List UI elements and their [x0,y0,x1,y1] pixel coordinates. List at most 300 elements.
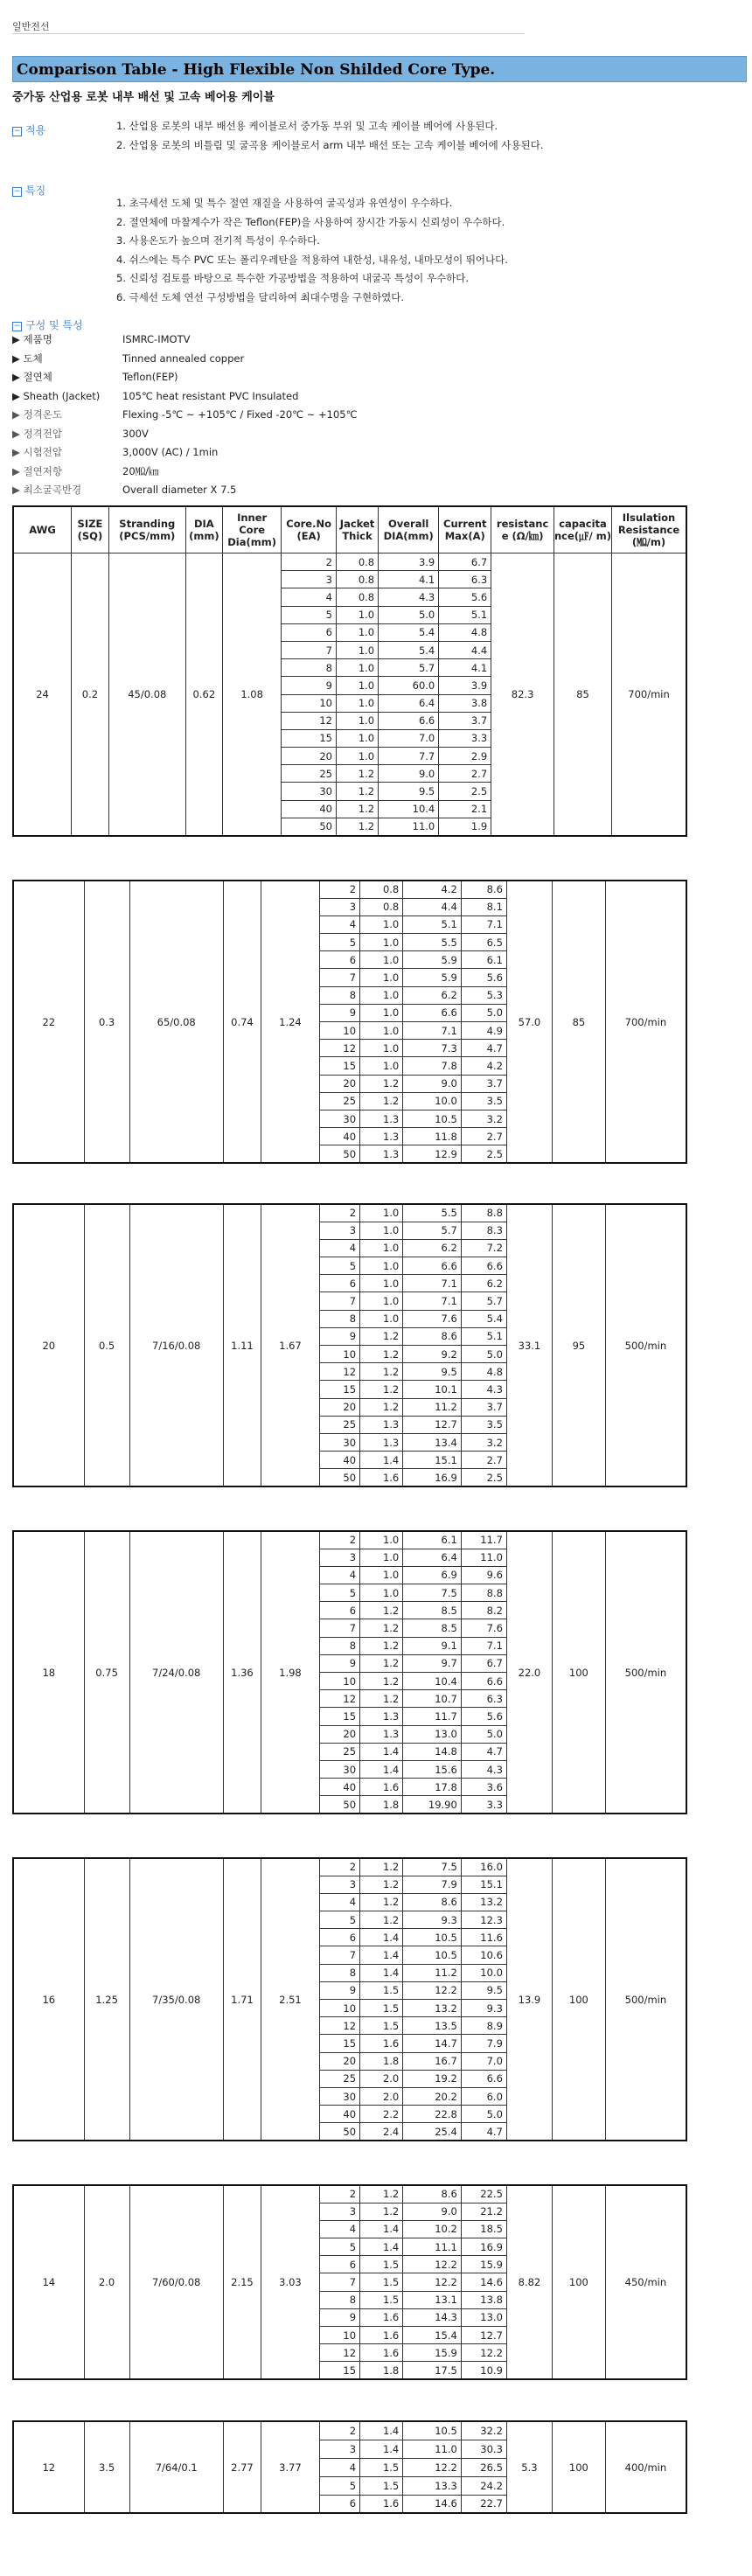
column-header: Overall DIA(mm) [379,506,439,553]
cell-jacket: 1.3 [360,1145,403,1163]
cell-jacket: 1.0 [360,1292,403,1310]
cell-core-no: 4 [319,2458,359,2476]
cell-jacket: 1.2 [360,1673,403,1690]
cell-overall-dia: 7.1 [403,1022,462,1040]
cell-core-no: 5 [319,1257,359,1275]
cell-current: 2.7 [461,1452,506,1469]
cell-current: 8.8 [461,1584,506,1602]
cell-resistance: 33.1 [506,1204,552,1486]
spec-row [12,368,358,387]
cell-jacket: 1.4 [360,1452,403,1469]
cell-jacket: 1.5 [360,2000,403,2017]
cell-overall-dia: 8.6 [403,2185,462,2203]
cell-current: 4.9 [461,1022,506,1040]
cell-overall-dia: 4.3 [379,588,439,606]
cell-current: 7.2 [461,1239,506,1257]
spec-label: ▶ Sheath (Jacket) [12,389,101,402]
cell-dia: 1.71 [223,1858,261,2141]
cell-core-no: 4 [282,588,337,606]
cell-overall-dia: 8.5 [403,1602,462,1619]
cell-current: 12.2 [461,2344,506,2362]
cell-jacket: 1.2 [336,783,378,800]
cell-current: 3.7 [439,712,491,729]
cell-overall-dia: 9.0 [379,765,439,783]
cell-overall-dia: 14.3 [403,2308,462,2326]
cell-overall-dia: 6.4 [403,1549,462,1566]
cell-size: 3.5 [84,2421,129,2513]
column-header: Current Max(A) [439,506,491,553]
cell-capacitance: 100 [553,1531,606,1814]
cell-core-no: 5 [282,606,337,623]
cell-overall-dia: 5.7 [379,659,439,677]
cell-insulation: 500/min [605,1858,686,2141]
cell-dia: 1.11 [223,1204,261,1486]
cell-jacket: 1.0 [336,623,378,641]
cell-overall-dia: 4.4 [403,898,462,916]
cell-overall-dia: 14.7 [403,2035,462,2052]
cell-insulation: 500/min [605,1204,686,1486]
cell-jacket: 1.0 [336,677,378,694]
cell-jacket: 1.2 [336,818,378,835]
cell-jacket: 1.2 [336,800,378,818]
cell-overall-dia: 9.5 [403,1363,462,1381]
cell-jacket: 1.0 [360,1275,403,1292]
cell-overall-dia: 5.4 [379,641,439,658]
cell-core-no: 50 [319,2123,359,2141]
table-row [13,2185,686,2203]
cell-core-no: 9 [319,1981,359,1999]
cable-spec-table [12,880,687,1164]
cable-spec-table [12,1857,687,2141]
cell-current: 21.2 [461,2203,506,2220]
cell-core-no: 2 [319,881,359,898]
title-banner [12,56,747,82]
cell-overall-dia: 17.5 [403,2362,462,2379]
cell-jacket: 1.0 [360,986,403,1004]
table-row [13,2421,686,2440]
cell-core-no: 15 [319,2362,359,2379]
cell-overall-dia: 10.5 [403,1929,462,1946]
cell-current: 4.4 [439,641,491,658]
cell-overall-dia: 15.6 [403,1760,462,1778]
cell-core-no: 4 [319,2220,359,2238]
cell-dia: 0.62 [185,553,222,836]
cell-overall-dia: 19.90 [403,1796,462,1814]
spec-row [12,463,358,482]
cell-current: 9.3 [461,2000,506,2017]
cell-overall-dia: 10.1 [403,1381,462,1398]
list-item: 2. 산업용 로봇의 비틀림 및 굴곡용 케이블로서 arm 내부 배선 또는 고속 케이블 베어에 사용된다. [116,138,544,151]
cell-overall-dia: 10.4 [403,1673,462,1690]
cell-current: 24.2 [461,2476,506,2495]
cell-overall-dia: 7.6 [403,1310,462,1327]
cell-overall-dia: 11.2 [403,1964,462,1981]
cell-current: 5.6 [461,1708,506,1725]
cell-overall-dia: 12.2 [403,2256,462,2273]
cell-resistance: 82.3 [491,553,554,836]
spec-value: Teflon(FEP) [122,371,178,383]
cell-current: 7.1 [461,1637,506,1654]
features-list [116,194,508,307]
cell-jacket: 0.8 [360,881,403,898]
cell-jacket: 1.0 [360,1204,403,1222]
cell-core-no: 50 [319,1469,359,1486]
cell-current: 7.9 [461,2035,506,2052]
cell-overall-dia: 5.7 [403,1222,462,1239]
cell-insulation: 400/min [605,2421,686,2513]
spec-label: ▶ 절연저항 [12,464,62,477]
cell-inner: 1.08 [222,553,281,836]
column-header: DIA (mm) [185,506,222,553]
cell-jacket: 1.0 [360,1584,403,1602]
cell-inner: 1.24 [261,881,320,1163]
cell-core-no: 15 [282,729,337,747]
cell-current: 15.9 [461,2256,506,2273]
cell-inner: 2.51 [261,1858,320,2141]
cell-jacket: 1.8 [360,2362,403,2379]
cell-core-no: 10 [282,694,337,712]
cell-overall-dia: 6.6 [379,712,439,729]
table-row [13,553,686,571]
cell-core-no: 3 [319,1222,359,1239]
cell-jacket: 1.6 [360,2035,403,2052]
cell-current: 8.6 [461,881,506,898]
cell-overall-dia: 10.4 [379,800,439,818]
cell-jacket: 1.0 [360,1257,403,1275]
cell-jacket: 1.0 [360,1310,403,1327]
cell-current: 4.7 [461,1743,506,1760]
cell-core-no: 40 [319,1452,359,1469]
cell-current: 6.1 [461,951,506,969]
cell-overall-dia: 11.7 [403,1708,462,1725]
cell-overall-dia: 3.9 [379,553,439,571]
spec-label: ▶ 정격온도 [12,408,62,421]
cell-resistance: 13.9 [506,1858,552,2141]
cell-core-no: 9 [319,1004,359,1021]
cell-jacket: 1.4 [360,1760,403,1778]
cell-jacket: 1.2 [360,1346,403,1363]
cell-overall-dia: 11.2 [403,1398,462,1416]
cell-current: 2.5 [461,1469,506,1486]
cell-overall-dia: 10.0 [403,1092,462,1110]
cell-capacitance: 100 [553,2185,606,2379]
cell-overall-dia: 9.3 [403,1911,462,1929]
cell-current: 13.0 [461,2308,506,2326]
cell-core-no: 40 [282,800,337,818]
cell-current: 3.7 [461,1398,506,1416]
table-row [13,881,686,898]
cell-core-no: 30 [319,1760,359,1778]
cell-current: 10.9 [461,2362,506,2379]
cell-overall-dia: 4.1 [379,571,439,588]
cell-jacket: 1.4 [360,1929,403,1946]
cell-jacket: 1.0 [336,729,378,747]
cell-jacket: 0.8 [336,588,378,606]
cell-resistance: 5.3 [506,2421,552,2513]
cell-jacket: 1.0 [360,1531,403,1549]
cell-current: 10.0 [461,1964,506,1981]
cell-size: 2.0 [84,2185,129,2379]
cell-core-no: 25 [319,1416,359,1433]
cell-overall-dia: 8.6 [403,1893,462,1911]
column-header: Ilsulation Resistance (㏁/m) [612,506,686,553]
cell-jacket: 0.8 [336,571,378,588]
table-row [13,1531,686,1549]
cell-overall-dia: 5.9 [403,969,462,986]
cell-overall-dia: 9.1 [403,1637,462,1654]
cell-overall-dia: 10.5 [403,2421,462,2440]
cell-resistance: 22.0 [506,1531,552,1814]
cell-jacket: 1.5 [360,2017,403,2035]
cell-jacket: 1.5 [360,2291,403,2308]
cell-capacitance: 95 [553,1204,606,1486]
cell-jacket: 1.6 [360,1779,403,1796]
cell-core-no: 6 [319,951,359,969]
cell-core-no: 15 [319,1057,359,1075]
cell-core-no: 20 [319,1398,359,1416]
cell-current: 30.3 [461,2440,506,2458]
cell-insulation: 700/min [612,553,686,836]
spec-row [12,425,358,444]
cell-jacket: 1.2 [360,1690,403,1708]
spec-label: ▶ 제품명 [12,333,52,345]
cell-inner: 1.67 [261,1204,320,1486]
cell-current: 12.3 [461,1911,506,1929]
cell-jacket: 1.0 [336,641,378,658]
cell-overall-dia: 5.0 [379,606,439,623]
spec-row [12,443,358,463]
cell-core-no: 30 [319,2087,359,2105]
cable-spec-table [12,505,687,837]
list-item: 6. 극세선 도체 연선 구성방법을 달리하여 최대수명을 구현하였다. [116,290,405,303]
spec-label: ▶ 절연체 [12,371,52,383]
cell-jacket: 1.2 [360,2185,403,2203]
cell-jacket: 1.0 [360,969,403,986]
cell-current: 2.5 [461,1145,506,1163]
table-row [13,1204,686,1222]
cell-current: 4.2 [461,1057,506,1075]
cell-current: 2.9 [439,748,491,765]
cell-capacitance: 85 [553,881,606,1163]
cell-current: 3.2 [461,1433,506,1451]
list-item: 5. 신뢰성 검토를 바탕으로 특수한 가공방법을 적용하여 내굴곡 특성이 우수하다. [116,272,470,284]
cell-overall-dia: 14.6 [403,2495,462,2513]
cell-current: 15.1 [461,1876,506,1893]
cell-jacket: 1.0 [336,606,378,623]
cell-current: 5.0 [461,1346,506,1363]
cell-overall-dia: 12.2 [403,2273,462,2291]
cell-core-no: 10 [319,1346,359,1363]
cell-overall-dia: 10.5 [403,1946,462,1964]
spec-label: ▶ 최소굴곡반경 [12,484,82,496]
cell-jacket: 1.3 [360,1128,403,1145]
spec-row [12,387,358,407]
cell-overall-dia: 13.5 [403,2017,462,2035]
cell-jacket: 1.4 [360,2220,403,2238]
cell-overall-dia: 9.2 [403,1346,462,1363]
cell-jacket: 1.6 [360,2495,403,2513]
cell-jacket: 1.2 [360,1911,403,1929]
cell-overall-dia: 9.7 [403,1654,462,1672]
cell-core-no: 25 [319,2070,359,2087]
cell-size: 0.2 [72,553,109,836]
cell-resistance: 8.82 [506,2185,552,2379]
cell-jacket: 1.0 [360,1222,403,1239]
cell-current: 5.1 [439,606,491,623]
list-item: 3. 사용온도가 높으며 전기적 특성이 우수하다. [116,234,320,247]
cell-current: 22.7 [461,2495,506,2513]
breadcrumb[interactable]: 일반전선 [12,21,50,32]
cell-jacket: 1.3 [360,1416,403,1433]
cell-jacket: 1.5 [360,2273,403,2291]
table-row [13,1858,686,1876]
cell-jacket: 1.2 [360,1858,403,1876]
cell-inner: 1.98 [261,1531,320,1814]
cell-current: 3.9 [439,677,491,694]
cable-spec-table [12,2184,687,2380]
cell-overall-dia: 7.7 [379,748,439,765]
cell-core-no: 2 [319,2185,359,2203]
spec-label: ▶ 도체 [12,352,43,365]
cell-core-no: 2 [319,1531,359,1549]
cell-insulation: 450/min [605,2185,686,2379]
cell-jacket: 1.6 [360,2344,403,2362]
cell-dia: 2.77 [223,2421,261,2513]
cell-current: 5.6 [439,588,491,606]
cell-core-no: 25 [319,1092,359,1110]
cell-core-no: 5 [319,1911,359,1929]
cell-jacket: 0.8 [360,898,403,916]
cell-current: 5.0 [461,2106,506,2123]
cell-stranding: 7/60/0.08 [129,2185,223,2379]
cell-core-no: 6 [319,1275,359,1292]
cell-core-no: 50 [319,1796,359,1814]
cell-current: 3.7 [461,1075,506,1092]
cell-jacket: 1.2 [360,1876,403,1893]
cell-core-no: 8 [282,659,337,677]
cell-jacket: 1.2 [360,2203,403,2220]
cell-overall-dia: 13.1 [403,2291,462,2308]
cell-jacket: 1.0 [360,1239,403,1257]
cell-overall-dia: 9.0 [403,2203,462,2220]
cell-overall-dia: 15.4 [403,2327,462,2344]
spec-label: ▶ 정격전압 [12,427,62,440]
cell-core-no: 6 [282,623,337,641]
cell-overall-dia: 16.9 [403,1469,462,1486]
cell-capacitance: 85 [554,553,611,836]
list-item: 2. 절연체에 마찰계수가 작은 Teflon(FEP)을 사용하여 장시간 가동시 신뢰성이 우수하다. [116,215,505,228]
cell-overall-dia: 6.2 [403,1239,462,1257]
cell-current: 22.5 [461,2185,506,2203]
cell-awg: 22 [13,881,84,1163]
cell-core-no: 12 [319,1040,359,1057]
cell-current: 5.4 [461,1310,506,1327]
page-title: Comparison Table - High Flexible Non Shilded Core Type. [17,61,496,79]
cell-core-no: 6 [319,1602,359,1619]
cell-current: 4.3 [461,1381,506,1398]
cell-core-no: 3 [319,2203,359,2220]
spec-value: 300V [122,427,149,440]
cell-core-no: 3 [319,1549,359,1566]
cell-current: 26.5 [461,2458,506,2476]
cell-capacitance: 100 [553,2421,606,2513]
cell-resistance: 57.0 [506,881,552,1163]
cell-current: 2.1 [439,800,491,818]
spec-row [12,406,358,425]
cell-core-no: 10 [319,2327,359,2344]
cell-core-no: 5 [319,934,359,951]
cell-size: 0.5 [84,1204,129,1486]
cell-core-no: 8 [319,2291,359,2308]
cell-overall-dia: 15.9 [403,2344,462,2362]
cell-overall-dia: 6.9 [403,1566,462,1584]
cell-insulation: 500/min [605,1531,686,1814]
cell-awg: 14 [13,2185,84,2379]
cell-jacket: 1.0 [360,1057,403,1075]
spec-value: 3,000V (AC) / 1min [122,446,219,458]
cell-current: 11.0 [461,1549,506,1566]
cell-core-no: 7 [319,969,359,986]
cell-core-no: 20 [319,1725,359,1743]
cell-jacket: 1.3 [360,1433,403,1451]
cell-current: 12.7 [461,2327,506,2344]
list-item: 1. 산업용 로봇의 내부 배선용 케이블로서 중가동 부위 및 고속 케이블 베어에 사용된다. [116,120,498,132]
cell-overall-dia: 4.2 [403,881,462,898]
cell-overall-dia: 9.0 [403,1075,462,1092]
cell-core-no: 3 [319,2440,359,2458]
cell-current: 3.2 [461,1110,506,1127]
cell-current: 6.2 [461,1275,506,1292]
cell-core-no: 4 [319,916,359,933]
cell-current: 5.3 [461,986,506,1004]
spec-label: ▶ 시험전압 [12,446,62,458]
cell-current: 2.5 [439,783,491,800]
cell-overall-dia: 5.1 [403,916,462,933]
cell-awg: 12 [13,2421,84,2513]
cell-core-no: 9 [319,2308,359,2326]
cell-current: 4.3 [461,1760,506,1778]
cell-overall-dia: 5.5 [403,934,462,951]
cell-overall-dia: 15.1 [403,1452,462,1469]
cell-core-no: 7 [319,2273,359,2291]
cell-core-no: 3 [282,571,337,588]
section-heading-application [12,122,45,137]
cell-overall-dia: 11.8 [403,1128,462,1145]
cell-jacket: 1.0 [360,934,403,951]
column-header: Jacket Thick [336,506,378,553]
cell-jacket: 1.2 [360,1893,403,1911]
cell-jacket: 1.4 [360,1743,403,1760]
cell-jacket: 1.5 [360,1981,403,1999]
cell-stranding: 7/64/0.1 [129,2421,223,2513]
cell-capacitance: 100 [553,1858,606,2141]
cell-core-no: 40 [319,1779,359,1796]
cell-jacket: 2.2 [360,2106,403,2123]
cell-current: 6.7 [439,553,491,571]
cell-jacket: 1.6 [360,1469,403,1486]
cell-core-no: 9 [282,677,337,694]
cell-current: 10.6 [461,1946,506,1964]
cell-jacket: 1.8 [360,1796,403,1814]
cell-current: 7.6 [461,1619,506,1637]
cell-jacket: 1.4 [360,2238,403,2256]
cell-jacket: 2.0 [360,2070,403,2087]
cell-current: 3.8 [439,694,491,712]
column-header: SIZE (SQ) [72,506,109,553]
cell-current: 3.5 [461,1416,506,1433]
cell-current: 9.5 [461,1981,506,1999]
cell-jacket: 1.0 [360,1040,403,1057]
